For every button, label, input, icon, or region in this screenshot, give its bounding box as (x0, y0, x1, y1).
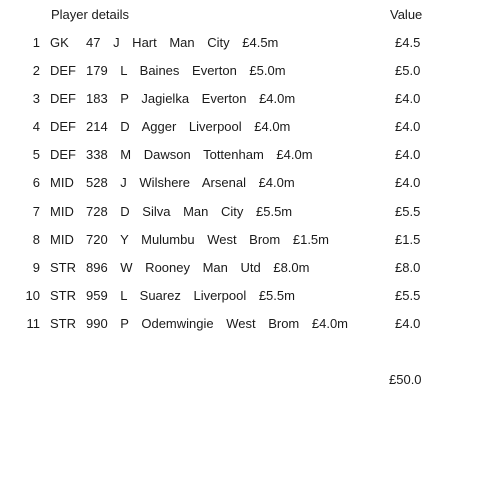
player-row (0, 119, 495, 147)
player-details: 338 M Dawson Tottenham £4.0m (86, 147, 313, 163)
row-number: 11 (26, 315, 40, 331)
player-position: DEF (50, 147, 76, 163)
row-number: 9 (32, 259, 40, 275)
total-value: £50.0 (389, 372, 422, 387)
player-row (0, 63, 495, 91)
player-value: £4.0 (395, 175, 421, 191)
player-row (0, 260, 495, 288)
player-value: £4.0 (395, 91, 421, 107)
player-value: £5.0 (395, 63, 421, 79)
row-number: 2 (32, 63, 40, 79)
player-position: MID (50, 231, 74, 247)
player-details: 528 J Wilshere Arsenal £4.0m (86, 175, 295, 191)
player-position: STR (50, 287, 76, 303)
player-details-heading: Player details (51, 7, 130, 22)
player-position: DEF (50, 63, 76, 79)
player-position: GK (50, 35, 69, 50)
player-details: 896 W Rooney Man Utd £8.0m (86, 259, 310, 275)
player-value: £8.0 (395, 259, 421, 275)
player-details: 720 Y Mulumbu West Brom £1.5m (86, 231, 329, 247)
player-details: 214 D Agger Liverpool £4.0m (86, 119, 291, 135)
player-row (0, 35, 495, 63)
player-details: 728 D Silva Man City £5.5m (86, 203, 293, 219)
player-position: DEF (50, 119, 76, 135)
player-value: £4.0 (395, 315, 421, 331)
row-number: 8 (32, 231, 40, 247)
player-row (0, 175, 495, 203)
player-value: £1.5 (395, 231, 421, 247)
player-row (0, 147, 495, 175)
player-details: 990 P Odemwingie West Brom £4.0m (86, 315, 349, 331)
player-value: £4.0 (395, 147, 421, 163)
player-value: £5.5 (395, 287, 421, 303)
player-details: 179 L Baines Everton £5.0m (86, 63, 286, 79)
value-heading: Value (390, 7, 423, 22)
row-number: 5 (32, 147, 40, 163)
player-position: DEF (50, 91, 76, 107)
player-position: MID (50, 203, 74, 219)
player-position: STR (50, 259, 76, 275)
row-number: 7 (32, 203, 40, 219)
player-row (0, 204, 495, 232)
row-number: 3 (32, 91, 40, 107)
player-details: 183 P Jagielka Everton £4.0m (86, 91, 296, 107)
player-list (0, 35, 495, 344)
player-row (0, 232, 495, 260)
row-number: 10 (25, 287, 40, 303)
player-value: £4.5 (395, 35, 421, 50)
row-number: 4 (32, 119, 40, 135)
player-row (0, 288, 495, 316)
player-position: MID (50, 175, 74, 191)
player-details: 47 J Hart Man City £4.5m (86, 35, 279, 50)
row-number: 1 (32, 35, 40, 50)
player-row (0, 316, 495, 344)
player-position: STR (50, 315, 76, 331)
player-value: £5.5 (395, 203, 421, 219)
player-row (0, 91, 495, 119)
row-number: 6 (32, 175, 40, 191)
player-details: 959 L Suarez Liverpool £5.5m (86, 287, 295, 303)
player-value: £4.0 (395, 119, 421, 135)
